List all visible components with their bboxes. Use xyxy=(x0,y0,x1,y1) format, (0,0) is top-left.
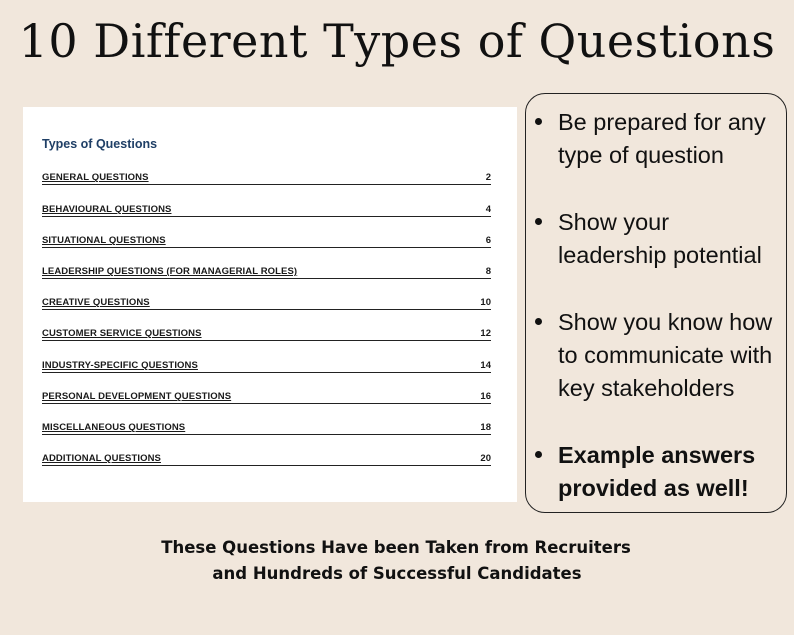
feature-text xyxy=(558,439,788,505)
page-title: 10 Different Types of Questions xyxy=(18,14,776,68)
toc-entry-page: 20 xyxy=(480,453,491,464)
features-panel xyxy=(525,93,787,513)
feature-text xyxy=(558,306,788,405)
feature-line: Show your xyxy=(558,209,670,235)
toc-entry-page: 14 xyxy=(480,360,491,371)
toc-entry-title: GENERAL QUESTIONS xyxy=(42,172,149,183)
feature-line: type of question xyxy=(558,142,724,168)
bullet-dot-icon xyxy=(535,318,542,325)
feature-line: Show you know how xyxy=(558,309,773,335)
toc-entry-page: 4 xyxy=(485,204,491,215)
toc-row xyxy=(42,294,491,310)
document-preview xyxy=(23,107,517,502)
footer-line-1: These Questions Have been Taken from Recruiters xyxy=(161,538,631,557)
toc-row xyxy=(42,325,491,341)
toc-row xyxy=(42,232,491,248)
feature-line: Be prepared for any xyxy=(558,109,766,135)
bullet-dot-icon xyxy=(535,218,542,225)
feature-line: key stakeholders xyxy=(558,375,735,401)
document-heading: Types of Questions xyxy=(42,137,158,151)
toc-entry-page: 18 xyxy=(480,422,491,433)
feature-line: leadership potential xyxy=(558,242,762,268)
bullet-dot-icon xyxy=(535,118,542,125)
toc-entry-page: 12 xyxy=(480,328,491,339)
toc-entry-title: INDUSTRY-SPECIFIC QUESTIONS xyxy=(42,360,198,371)
toc-entry-page: 6 xyxy=(485,235,491,246)
toc-entry-title: ADDITIONAL QUESTIONS xyxy=(42,453,161,464)
toc-entry-title: BEHAVIOURAL QUESTIONS xyxy=(42,204,172,215)
toc-row xyxy=(42,169,491,185)
toc-row xyxy=(42,201,491,217)
toc-row xyxy=(42,263,491,279)
toc-entry-title: SITUATIONAL QUESTIONS xyxy=(42,235,166,246)
toc-row xyxy=(42,388,491,404)
toc-entry-title: PERSONAL DEVELOPMENT QUESTIONS xyxy=(42,391,232,402)
toc-entry-title: MISCELLANEOUS QUESTIONS xyxy=(42,422,186,433)
toc-entry-page: 8 xyxy=(485,266,491,277)
feature-text xyxy=(558,106,788,172)
footer-line-2: and Hundreds of Successful Candidates xyxy=(212,564,582,583)
toc-entry-page: 2 xyxy=(485,172,491,183)
toc-row xyxy=(42,419,491,435)
toc-entry-title: LEADERSHIP QUESTIONS (FOR MANAGERIAL ROLES) xyxy=(42,266,298,277)
toc-row xyxy=(42,450,491,466)
bullet-dot-icon xyxy=(535,451,542,458)
toc-row xyxy=(42,357,491,373)
feature-line: Example answers xyxy=(558,442,756,468)
feature-text xyxy=(558,206,788,272)
feature-line: to communicate with xyxy=(558,342,773,368)
toc-entry-page: 10 xyxy=(480,297,491,308)
toc-entry-title: CREATIVE QUESTIONS xyxy=(42,297,150,308)
toc-entry-title: CUSTOMER SERVICE QUESTIONS xyxy=(42,328,202,339)
toc-entry-page: 16 xyxy=(480,391,491,402)
feature-line: provided as well! xyxy=(558,475,749,501)
